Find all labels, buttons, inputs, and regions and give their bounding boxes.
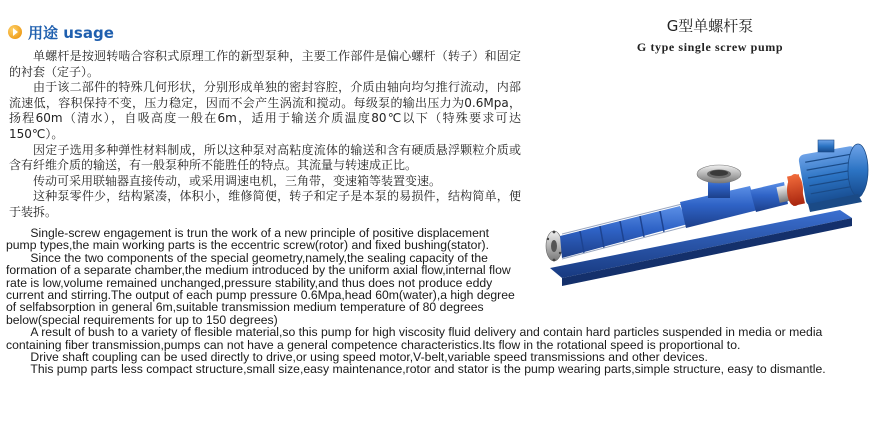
chinese-description [9,49,521,221]
cn-paragraph: 这种泵零件少，结构紧凑，体积小，维修简便，转子和定子是本泵的易损件，结构简单，便于装拆。 [9,189,521,219]
cn-paragraph: 单螺杆是按迥转啮合容积式原理工作的新型泵种，主要工作部件是偏心螺杆（转子）和固定的衬套（定子）。 [9,49,521,79]
cn-paragraph: 传动可采用联轴器直接传动，或采用调速电机，三角带，变速箱等装置变速。 [33,173,442,188]
cn-paragraph: 由于该二部件的特殊几何形状，分别形成单独的密封容腔，介质由轴向均匀推行流动，内部流速低，容积保持不变，压力稳定，因而不会产生涡流和搅动。每级泵的输出压力为0.6Mpa，扬程60m（清水），自吸高度一般在6m，适用于输送介质温度80℃以下（特殊要求可达150℃）。 [9,80,521,141]
en-paragraph: Drive shaft coupling can be used directly to drive,or using speed motor,V-belt,variable speed transmissions and other devices. [30,350,708,365]
pump-illustration [540,118,875,288]
bullet-arrow-icon [8,25,22,39]
en-paragraph: A result of bush to a variety of flesible material,so this pump for high viscosity fluid delivery and contain hard particles suspended in media or media containing fiber transmission,pumps can not have a general competence characteristics.Its flow in the rotational speed is proportional to. [6,325,823,352]
en-paragraph: Since the two components of the special geometry,namely,the sealing capacity of the formation of a separate chamber,the medium introduced by the uniform axial flow,internal flow rate is low,volume remained unchanged,pressure stability,and thus does not produce eddy current and stirring.The output of each pump pressure 0.6Mpa,head 60m(water),a high degree of selfabsorption in general 6m,suitable transmission medium temperature of 80 degrees below(special requirements for up to 150 degrees) [6,250,515,327]
section-header [8,20,114,44]
cn-paragraph: 因定子选用多种弹性材料制成，所以这种泵对高粘度流体的输送和含有硬质悬浮颗粒介质或含有纤维介质的输送，有一般泵种所不能胜任的特点。其流量与转速成正比。 [9,142,521,173]
product-title: G型单螺杆泵 [666,17,754,35]
en-paragraph: Single-screw engagement is trun the work of a new principle of positive displacement pump types,the main working parts is the eccentric screw(rotor) and fixed bushing(stator). [6,226,490,253]
en-paragraph: This pump parts less compact structure,small size,easy maintenance,rotor and stator is the pump wearing parts,simple structure, easy to dismantle. [30,362,826,377]
product-subtitle: G type single screw pump [636,40,784,54]
section-title: 用途 usage [28,23,114,42]
